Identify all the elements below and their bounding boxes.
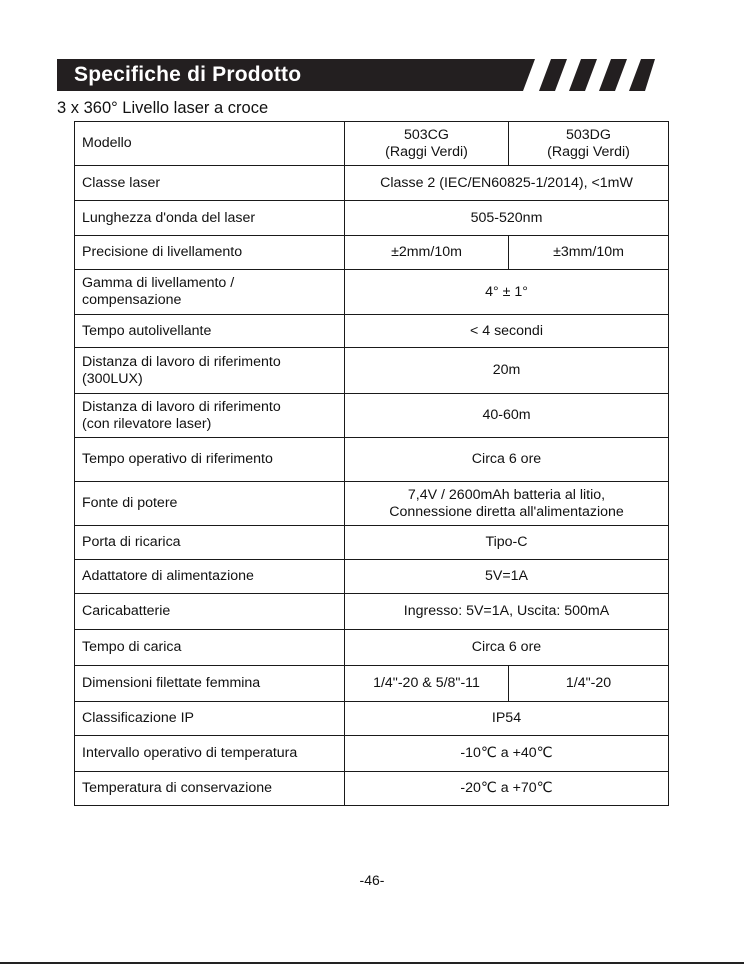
spec-label: Classe laser bbox=[75, 166, 345, 201]
table-row bbox=[75, 438, 669, 482]
table-row bbox=[75, 201, 669, 236]
spec-value: 40-60m bbox=[345, 394, 669, 438]
spec-value: 503DG (Raggi Verdi) bbox=[509, 122, 669, 166]
table-row bbox=[75, 236, 669, 270]
table-row bbox=[75, 526, 669, 560]
spec-label: Distanza di lavoro di riferimento (con rilevatore laser) bbox=[75, 394, 345, 438]
spec-label: Gamma di livellamento / compensazione bbox=[75, 270, 345, 315]
spec-label: Classificazione IP bbox=[75, 702, 345, 736]
spec-label: Intervallo operativo di temperatura bbox=[75, 736, 345, 772]
table-row bbox=[75, 560, 669, 594]
spec-label: Tempo di carica bbox=[75, 630, 345, 666]
product-subtitle: 3 x 360° Livello laser a croce bbox=[57, 99, 269, 117]
spec-label: Fonte di potere bbox=[75, 482, 345, 526]
table-row bbox=[75, 666, 669, 702]
table-row bbox=[75, 594, 669, 630]
spec-label: Tempo operativo di riferimento bbox=[75, 438, 345, 482]
bottom-divider bbox=[0, 962, 744, 964]
spec-value: 1/4"-20 bbox=[509, 666, 669, 702]
page-number: -46- bbox=[359, 872, 385, 888]
spec-value: Circa 6 ore bbox=[345, 630, 669, 666]
spec-value: 20m bbox=[345, 348, 669, 394]
spec-label: Temperatura di conservazione bbox=[75, 772, 345, 806]
spec-label: Distanza di lavoro di riferimento (300LUX) bbox=[75, 348, 345, 394]
table-row bbox=[75, 315, 669, 348]
spec-label: Porta di ricarica bbox=[75, 526, 345, 560]
spec-label: Caricabatterie bbox=[75, 594, 345, 630]
spec-value: < 4 secondi bbox=[345, 315, 669, 348]
spec-value: 7,4V / 2600mAh batteria al litio, Connessione diretta all'alimentazione bbox=[345, 482, 669, 526]
table-row bbox=[75, 736, 669, 772]
spec-value: -10℃ a +40℃ bbox=[345, 736, 669, 772]
spec-value: IP54 bbox=[345, 702, 669, 736]
spec-value: Classe 2 (IEC/EN60825-1/2014), <1mW bbox=[345, 166, 669, 201]
section-header bbox=[57, 59, 655, 91]
spec-label: Adattatore di alimentazione bbox=[75, 560, 345, 594]
spec-table bbox=[74, 121, 669, 806]
spec-value: 5V=1A bbox=[345, 560, 669, 594]
spec-value: 1/4"-20 & 5/8"-11 bbox=[345, 666, 509, 702]
spec-value: ±3mm/10m bbox=[509, 236, 669, 270]
table-row bbox=[75, 702, 669, 736]
table-row bbox=[75, 166, 669, 201]
section-title: Specifiche di Prodotto bbox=[74, 63, 302, 86]
spec-value: Ingresso: 5V=1A, Uscita: 500mA bbox=[345, 594, 669, 630]
table-row bbox=[75, 348, 669, 394]
table-row bbox=[75, 270, 669, 315]
spec-value: 505-520nm bbox=[345, 201, 669, 236]
spec-label: Dimensioni filettate femmina bbox=[75, 666, 345, 702]
table-row bbox=[75, 394, 669, 438]
spec-label: Precisione di livellamento bbox=[75, 236, 345, 270]
spec-label: Tempo autolivellante bbox=[75, 315, 345, 348]
spec-value: 503CG (Raggi Verdi) bbox=[345, 122, 509, 166]
spec-value: ±2mm/10m bbox=[345, 236, 509, 270]
spec-label: Lunghezza d'onda del laser bbox=[75, 201, 345, 236]
spec-value: -20℃ a +70℃ bbox=[345, 772, 669, 806]
spec-label: Modello bbox=[75, 122, 345, 166]
spec-value: Circa 6 ore bbox=[345, 438, 669, 482]
spec-value: Tipo-C bbox=[345, 526, 669, 560]
table-row bbox=[75, 122, 669, 166]
table-row bbox=[75, 772, 669, 806]
spec-value: 4° ± 1° bbox=[345, 270, 669, 315]
table-row bbox=[75, 482, 669, 526]
table-row bbox=[75, 630, 669, 666]
